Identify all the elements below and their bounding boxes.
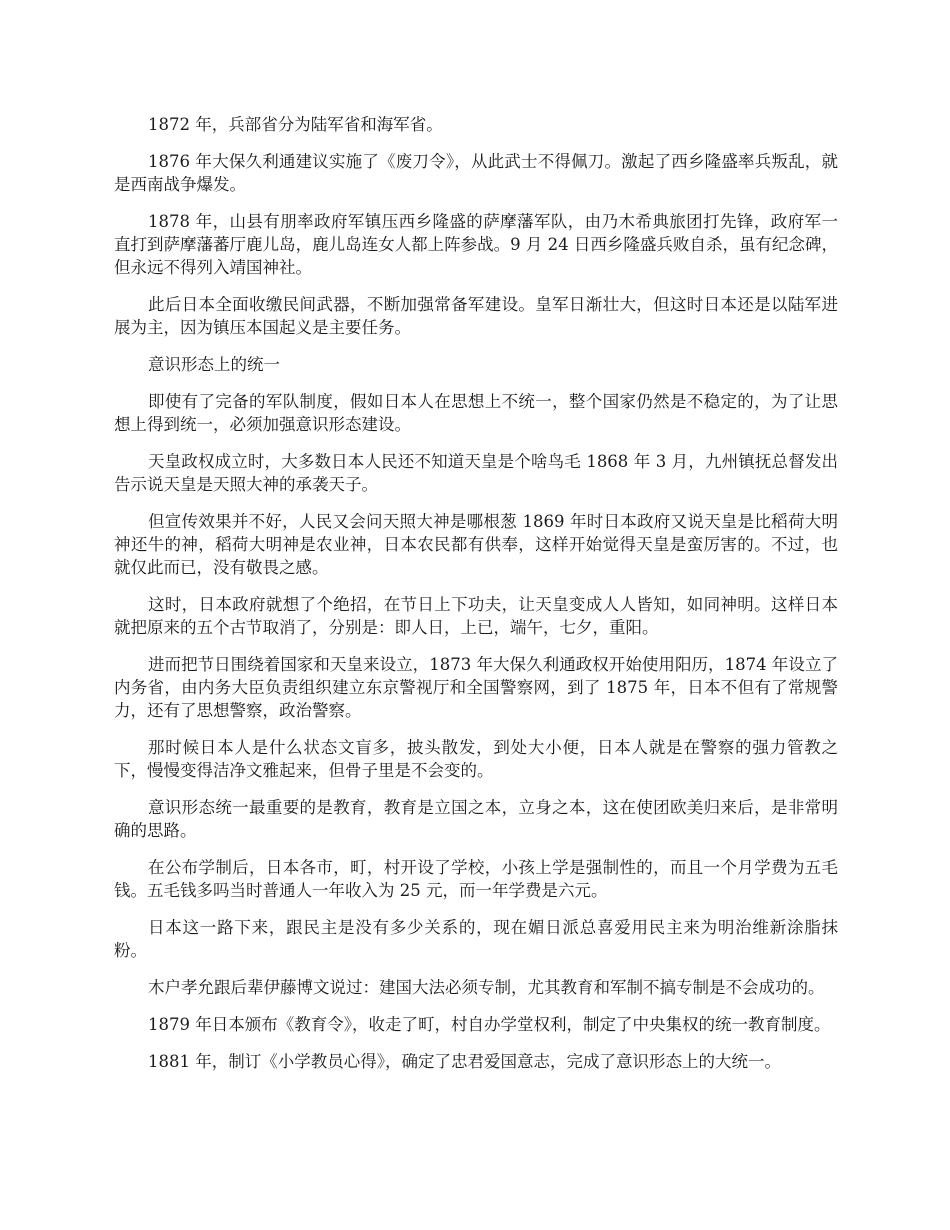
paragraph: 天皇政权成立时，大多数日本人民还不知道天皇是个啥鸟毛 1868 年 3 月，九州镇抚总督发出告示说天皇是天照大神的承袭天子。 — [114, 452, 838, 494]
paragraph: 这时，日本政府就想了个绝招，在节日上下功夫，让天皇变成人人皆知，如同神明。这样日本就把原来的五个古节取消了，分别是：即人日，上已，端午，七夕，重阳。 — [114, 595, 838, 637]
paragraph: 木户孝允跟后辈伊藤博文说过：建国大法必须专制，尤其教育和军制不搞专制是不会成功的。 — [148, 978, 825, 997]
paragraph: 在公布学制后，日本各市，町，村开设了学校，小孩上学是强制性的，而且一个月学费为五毛钱。五毛钱多吗当时普通人一年收入为 25 元，而一年学费是六元。 — [114, 858, 838, 900]
paragraph: 1881 年，制订《小学教员心得》，确定了忠君爱国意志，完成了意识形态上的大统一。 — [148, 1052, 781, 1071]
paragraph: 1878 年，山县有朋率政府军镇压西乡隆盛的萨摩藩军队，由乃木希典旅团打先锋，政府军一直打到萨摩藩蕃厅鹿儿岛，鹿儿岛连女人都上阵参战。9 月 24 日西乡隆盛兵败自杀，虽有纪念碑，但永远不得列入靖国神社。 — [114, 212, 838, 277]
paragraph: 即使有了完备的军队制度，假如日本人在思想上不统一，整个国家仍然是不稳定的，为了让思想上得到统一，必须加强意识形态建设。 — [114, 392, 838, 434]
section-heading: 意识形态上的统一 — [148, 355, 280, 374]
document-page — [114, 113, 838, 1087]
paragraph: 那时候日本人是什么状态文盲多，披头散发，到处大小便，日本人就是在警察的强力管教之下，慢慢变得洁净文雅起来，但骨子里是不会变的。 — [114, 738, 838, 780]
paragraph: 1879 年日本颁布《教育令》，收走了町，村自办学堂权利，制定了中央集权的统一教育制度。 — [148, 1015, 831, 1034]
paragraph: 1876 年大保久利通建议实施了《废刀令》，从此武士不得佩刀。激起了西乡隆盛率兵叛乱，就是西南战争爆发。 — [114, 152, 838, 194]
paragraph: 意识形态统一最重要的是教育，教育是立国之本，立身之本，这在使团欧美归来后，是非常明确的思路。 — [114, 798, 838, 840]
paragraph: 1872 年，兵部省分为陆军省和海军省。 — [148, 115, 443, 134]
paragraph: 进而把节日围绕着国家和天皇来设立，1873 年大保久利通政权开始使用阳历，1874 年设立了内务省，由内务大臣负责组织建立东京警视厅和全国警察网，到了 1875 年，日本不但有了常规警力，还有了思想警察，政治警察。 — [114, 655, 838, 720]
paragraph: 但宣传效果并不好，人民又会问天照大神是哪根葱 1869 年时日本政府又说天皇是比稻荷大明神还牛的神，稻荷大明神是农业神，日本农民都有供奉，这样开始觉得天皇是蛮厉害的。不过，也就仅此而已，没有敬畏之感。 — [114, 512, 838, 577]
paragraph: 此后日本全面收缴民间武器，不断加强常备军建设。皇军日渐壮大，但这时日本还是以陆军进展为主，因为镇压本国起义是主要任务。 — [114, 295, 838, 337]
paragraph: 日本这一路下来，跟民主是没有多少关系的，现在媚日派总喜爱用民主来为明治维新涂脂抹粉。 — [114, 918, 838, 960]
